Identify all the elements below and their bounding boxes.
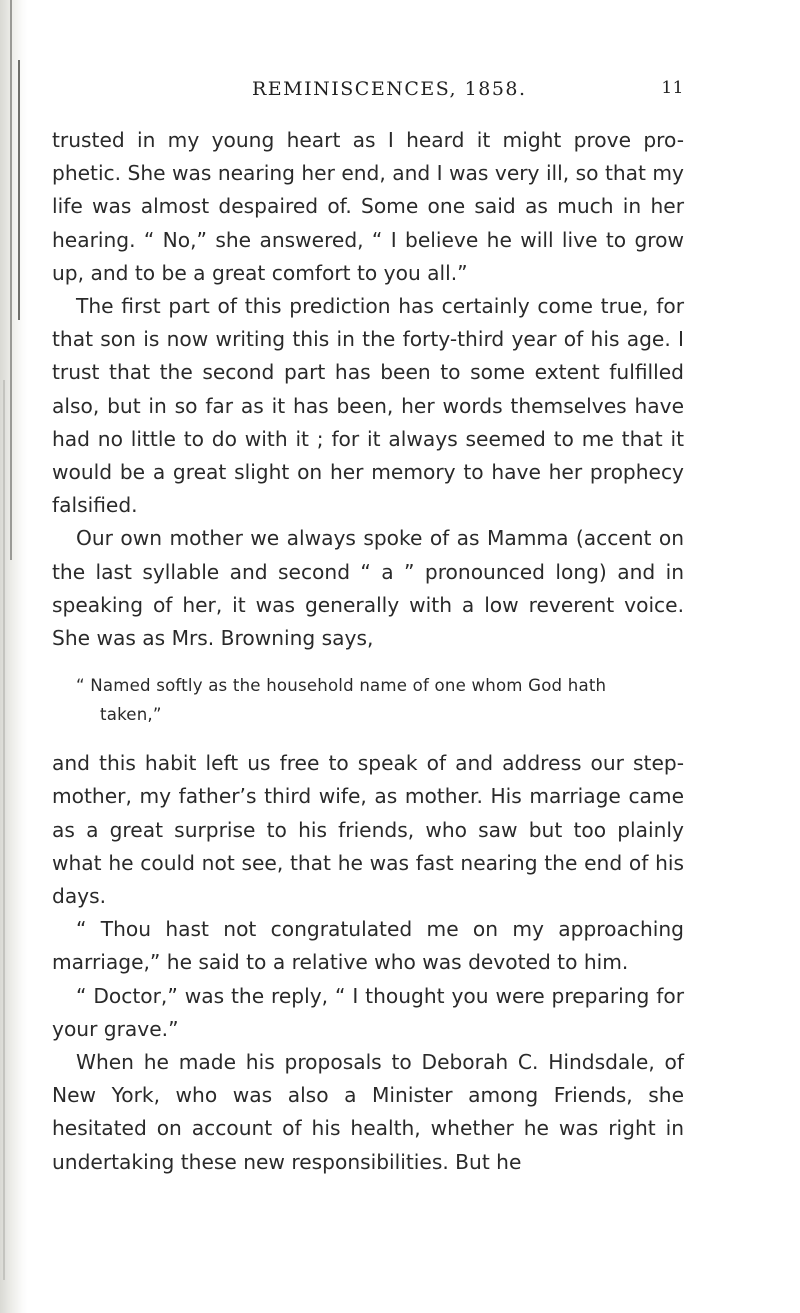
block-quote <box>52 671 684 729</box>
paragraph: “ Thou hast not congratulated me on my approaching marriage,” he said to a relative who was devoted to him. <box>52 917 684 975</box>
paragraph: When he made his proposals to Deborah C. Hindsdale, of New York, who was also a Minister among Friends, she hesitated on account of his health, whether he was right in undertaking these new responsibilities. But he <box>52 1050 684 1174</box>
paragraph: Our own mother we always spoke of as Mamma (accent on the last syllable and second “ a ” pronounced long) and in speaking of her, it was generally with a low reverent voice. She was as Mrs. Browning says, <box>52 526 684 651</box>
binding-line <box>3 380 5 1280</box>
binding-line <box>10 0 12 560</box>
binding-line <box>18 60 20 320</box>
quote-line: taken,” <box>100 705 162 725</box>
paragraph: trusted in my young heart as I heard it might prove pro-phetic. She was nearing her end, and I was very ill, so that my life was almost despaired of. Some one said as much in her hearing. “ No,” she answered, “ I believe he will live to grow up, and to be a great comfort to you all.” <box>52 128 684 285</box>
paragraph: The first part of this prediction has certainly come true, for that son is now writing this in the forty-third year of his age. I trust that the second part has been to some extent fulfilled also, but in so far as it has been, her words themselves have had no little to do with it ; for it always seemed to me that it would be a great slight on her memory to have her prophecy falsified. <box>52 294 684 518</box>
paragraph: and this habit left us free to speak of and address our step-mother, my father’s third wife, as mother. His marriage came as a great surprise to his friends, who saw but too plainly what he could not see, that he was fast nearing the end of his days. <box>52 751 684 909</box>
body-text <box>52 124 684 1179</box>
quote-line: “ Named softly as the household name of one whom God hath <box>76 676 607 696</box>
paragraph: “ Doctor,” was the reply, “ I thought you were preparing for your grave.” <box>52 983 684 1041</box>
page-edge-shadow <box>0 0 28 1313</box>
running-title: REMINISCENCES, 1858. <box>252 78 527 100</box>
running-head <box>52 78 684 106</box>
page-number: 11 <box>661 78 684 98</box>
